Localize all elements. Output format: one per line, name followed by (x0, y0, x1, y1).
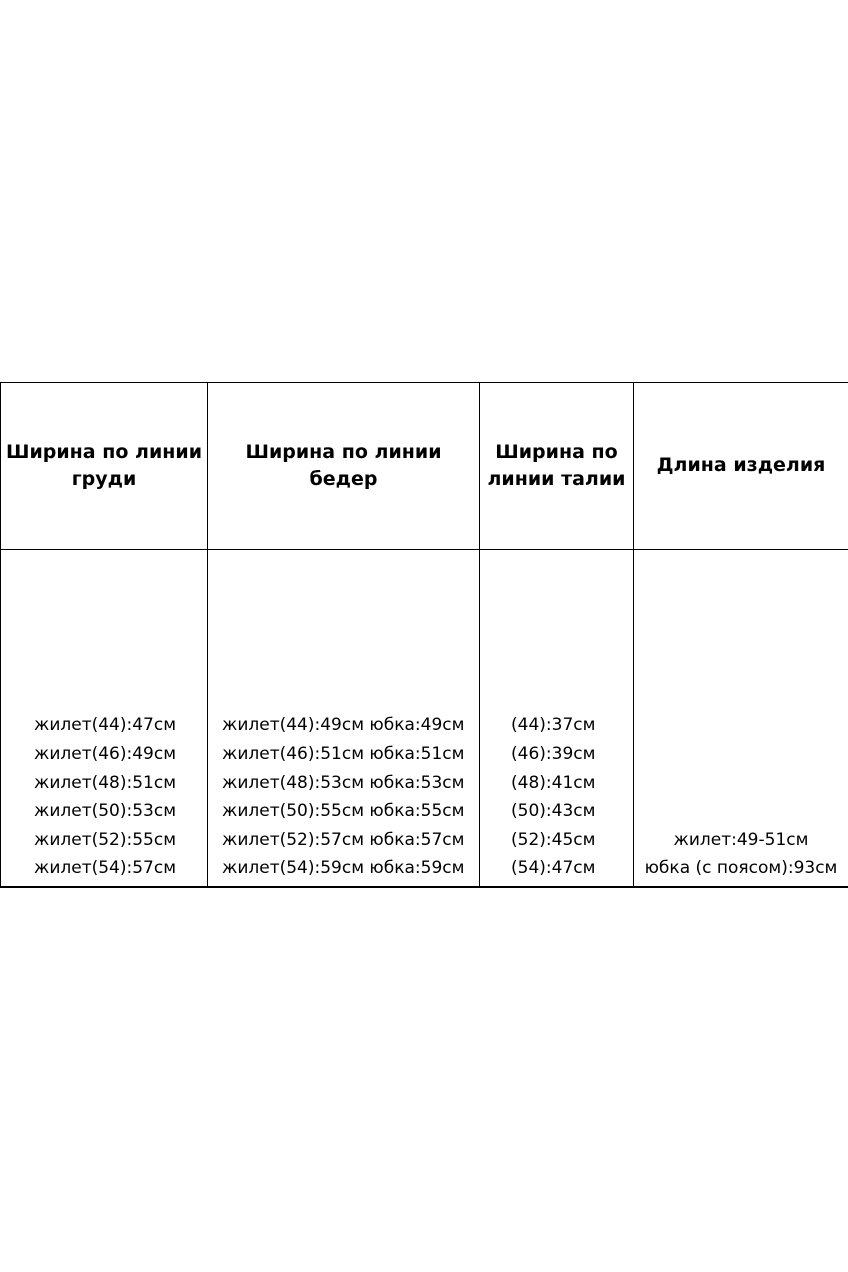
table-cell-line: жилет(48):53см юбка:53см (222, 772, 465, 793)
header-product-length: Длина изделия (656, 454, 826, 476)
cell-chest-width (1, 550, 207, 885)
table-cell-line: (50):43см (511, 801, 596, 822)
table-cell-line: жилет(44):49см юбка:49см (222, 715, 465, 736)
table-cell-line: (54):47см (511, 858, 596, 879)
table-cell-line: жилет:49-51см (673, 829, 809, 850)
header-chest-width: Ширина по линии груди (5, 440, 203, 490)
table-cell-line: жилет(46):49см (34, 744, 177, 765)
table-cell-line: (46):39см (511, 744, 596, 765)
table-cell-line: жилет(48):51см (34, 772, 177, 793)
table-cell-line: жилет(52):55см (34, 829, 177, 850)
table-cell-line: (52):45см (511, 829, 596, 850)
table-cell-line: жилет(50):55см юбка:55см (222, 801, 465, 822)
cell-hip-width (208, 550, 479, 885)
size-table (0, 382, 848, 888)
table-cell-line: жилет(54):57см (34, 858, 177, 879)
cell-product-length (634, 550, 848, 885)
table-cell-line: жилет(52):57см юбка:57см (222, 829, 465, 850)
table-cell-line: (48):41см (511, 772, 596, 793)
cell-waist-width (480, 550, 633, 885)
table-cell-line: юбка (с поясом):93см (644, 858, 838, 879)
table-cell-line: жилет(54):59см юбка:59см (222, 858, 465, 879)
header-waist-width: Ширина по линии талии (487, 440, 626, 490)
table-cell-line: жилет(50):53см (34, 801, 177, 822)
table-cell-line: жилет(46):51см юбка:51см (222, 744, 465, 765)
table-cell-line: жилет(44):47см (34, 715, 177, 736)
header-hip-width: Ширина по линии бедер (245, 440, 442, 490)
table-bottom-border (0, 886, 848, 888)
table-cell-line: (44):37см (511, 715, 596, 736)
